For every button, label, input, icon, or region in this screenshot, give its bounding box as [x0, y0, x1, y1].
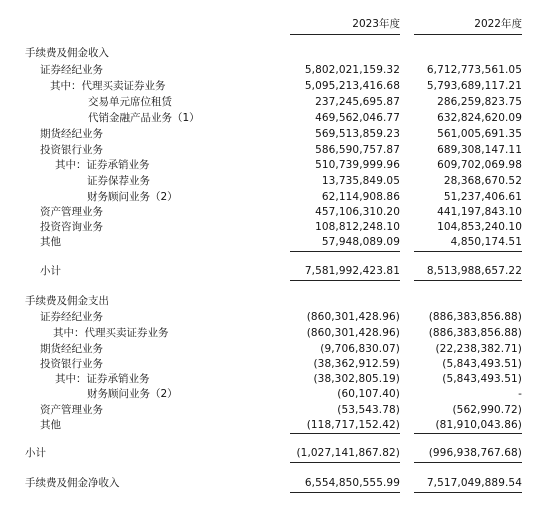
subtotal-rule-2023 [290, 251, 400, 252]
table-row [0, 158, 550, 172]
subtotal-rule-2022 [414, 433, 522, 434]
total-rule-2023 [290, 280, 400, 281]
value-2022: 8,513,988,657.22 [426, 265, 522, 277]
value-2023: 457,106,310.20 [315, 206, 400, 218]
value-2022: (5,843,493.51) [442, 358, 522, 370]
subtotal-rule-2023 [290, 433, 400, 434]
row-label: 其他 [40, 236, 61, 248]
value-2023: 569,513,859.23 [315, 128, 400, 140]
value-2022: (22,238,382.71) [435, 343, 522, 355]
row-label: 证券经纪业务 [40, 64, 103, 76]
row-label: 其他 [40, 419, 61, 431]
table-row [0, 372, 550, 386]
net-rule-2023 [290, 492, 400, 493]
value-2022: 689,308,147.11 [437, 144, 522, 156]
value-2022: 286,259,823.75 [437, 96, 522, 108]
value-2023: (38,362,912.59) [313, 358, 400, 370]
header-rule-2022 [414, 34, 522, 35]
row-label: 期货经纪业务 [40, 343, 103, 355]
table-row [0, 127, 550, 141]
section-title-expense [0, 294, 550, 308]
value-2022: 7,517,049,889.54 [426, 477, 522, 489]
net-income-row [0, 476, 550, 490]
row-label: 小计 [25, 447, 46, 459]
value-2022: (81,910,043.86) [435, 419, 522, 431]
value-2023: 237,245,695.87 [315, 96, 400, 108]
value-2022: 4,850,174.51 [450, 236, 522, 248]
row-label: 财务顾问业务（2） [87, 191, 178, 203]
value-2022: 441,197,843.10 [437, 206, 522, 218]
value-2023: 7,581,992,423.81 [304, 265, 400, 277]
row-label: 其中：证券承销业务 [55, 373, 150, 385]
row-label: 其中：代理买卖证券业务 [53, 327, 169, 339]
row-label: 财务顾问业务（2） [87, 388, 178, 400]
subtotal-rule-2022 [414, 251, 522, 252]
value-2023: 510,739,999.96 [315, 159, 400, 171]
value-2022: (996,938,767.68) [428, 447, 522, 459]
row-label: 代销金融产品业务（1） [88, 112, 200, 124]
table-row [0, 95, 550, 109]
row-label: 资产管理业务 [40, 206, 103, 218]
value-2022: 5,793,689,117.21 [426, 80, 522, 92]
column-header-2022: 2022年度 [474, 18, 522, 30]
row-label: 资产管理业务 [40, 404, 103, 416]
table-row [0, 63, 550, 77]
table-row [0, 220, 550, 234]
value-2023: 6,554,850,555.99 [304, 477, 400, 489]
table-row [0, 310, 550, 324]
row-label: 其中：代理买卖证券业务 [50, 80, 166, 92]
value-2022: 6,712,773,561.05 [426, 64, 522, 76]
expense-subtotal-row [0, 446, 550, 460]
table-row [0, 205, 550, 219]
table-row [0, 235, 550, 249]
row-label: 期货经纪业务 [40, 128, 103, 140]
row-label: 投资银行业务 [40, 358, 103, 370]
section-title-income [0, 46, 550, 60]
row-label: 手续费及佣金净收入 [25, 477, 120, 489]
value-2023: 57,948,089.09 [321, 236, 400, 248]
value-2022: (5,843,493.51) [442, 373, 522, 385]
value-2023: 586,590,757.87 [315, 144, 400, 156]
table-row [0, 79, 550, 93]
value-2023: (53,543.78) [337, 404, 400, 416]
value-2023: (1,027,141,867.82) [296, 447, 400, 459]
table-row [0, 403, 550, 417]
value-2022: (562,990.72) [452, 404, 522, 416]
header-rule-2023 [290, 34, 400, 35]
value-2023: 13,735,849.05 [321, 175, 400, 187]
table-row [0, 326, 550, 340]
value-2022: 609,702,069.98 [437, 159, 522, 171]
value-2023: (38,302,805.19) [313, 373, 400, 385]
value-2023: 469,562,046.77 [315, 112, 400, 124]
table-row [0, 357, 550, 371]
value-2022: 561,005,691.35 [437, 128, 522, 140]
row-label: 交易单元席位租赁 [88, 96, 172, 108]
row-label: 手续费及佣金支出 [25, 295, 109, 307]
table-row [0, 143, 550, 157]
row-label: 证券经纪业务 [40, 311, 103, 323]
table-row [0, 190, 550, 204]
value-2023: 5,095,213,416.68 [304, 80, 400, 92]
value-2022: 104,853,240.10 [437, 221, 522, 233]
income-subtotal-row [0, 264, 550, 278]
table-row [0, 387, 550, 401]
row-label: 小计 [40, 265, 61, 277]
value-2022: (886,383,856.88) [428, 327, 522, 339]
value-2023: 108,812,248.10 [315, 221, 400, 233]
value-2023: (118,717,152.42) [306, 419, 400, 431]
total-rule-2022 [414, 280, 522, 281]
table-row [0, 111, 550, 125]
value-2023: (60,107.40) [337, 388, 400, 400]
value-2023: (860,301,428.96) [306, 311, 400, 323]
value-2023: 62,114,908.86 [321, 191, 400, 203]
value-2022: 51,237,406.61 [443, 191, 522, 203]
row-label: 投资咨询业务 [40, 221, 103, 233]
table-row [0, 418, 550, 432]
row-label: 投资银行业务 [40, 144, 103, 156]
value-2022: - [518, 388, 522, 400]
net-rule-2022 [414, 492, 522, 493]
total-rule-2022 [414, 462, 522, 463]
row-label: 其中：证券承销业务 [55, 159, 150, 171]
row-label: 手续费及佣金收入 [25, 47, 109, 59]
value-2022: 632,824,620.09 [437, 112, 522, 124]
value-2023: (9,706,830.07) [320, 343, 400, 355]
value-2022: (886,383,856.88) [428, 311, 522, 323]
value-2023: 5,802,021,159.32 [304, 64, 400, 76]
table-row [0, 342, 550, 356]
table-row [0, 174, 550, 188]
column-header-2023: 2023年度 [352, 18, 400, 30]
row-label: 证券保荐业务 [87, 175, 150, 187]
value-2022: 28,368,670.52 [443, 175, 522, 187]
total-rule-2023 [290, 462, 400, 463]
value-2023: (860,301,428.96) [306, 327, 400, 339]
